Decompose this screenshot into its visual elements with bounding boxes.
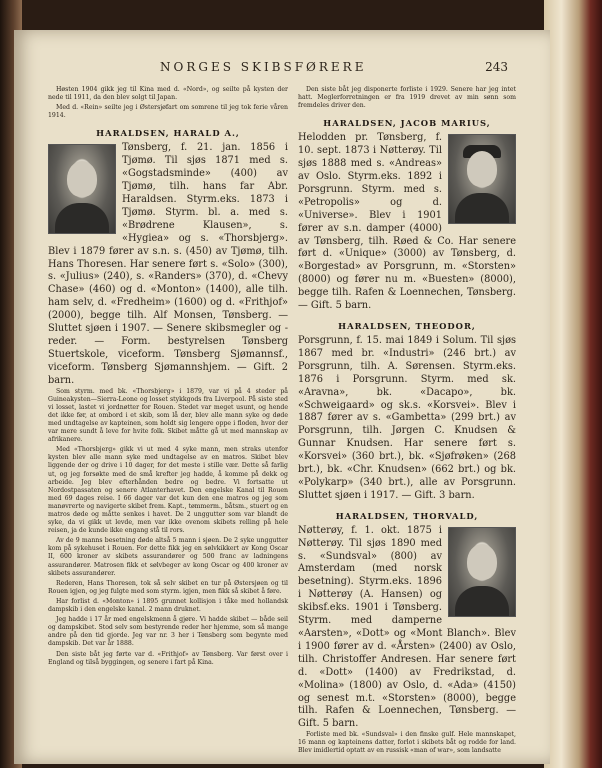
entry-bio-jacob: Helodden pr. Tønsberg, f. 10. sept. 1873 i Nøtterøy. Til sjøs 1888 med s. «Andreas» av Oslo. Styrm.eks. 1892 i Porsgrunn. Styrm. med s. «Petropolis» og d. «Universe». Blev i 1901 fører av s.n. damper (4000) av Tønsberg, tilh. Røed & Co. Har senere ført d. «Unique» (3000) av Tønsberg, d. «Borgestad» av Porsgrunn, m. «Storsten» (8000) og fører nu m. «Buesten» (8000), begge tilh. Rafen & Loennechen, Tønsberg. — Gift. 5 barn. bbox=[298, 132, 516, 312]
book-page-edges bbox=[544, 0, 602, 768]
note-harald-6: Jeg hadde i 17 år med engelskmenn å gjøre. Vi hadde skibet — både seil og dampskibet. Stod selv som bestyrende reder her hjemme, som så mange andre på den tid gjorde. Jeg var nr. 3 her i Tønsberg som begynte med dampskib. Det var år 1888. bbox=[48, 616, 288, 648]
running-header bbox=[14, 60, 550, 74]
entry-heading-jacob: HARALDSEN, JACOB MARIUS, bbox=[323, 118, 491, 129]
note-harald-5: Har forlist d. «Monton» i 1895 grunnet kollisjon i tåke med hollandsk dampskib i den engelske kanal. 2 mann druknet. bbox=[48, 597, 288, 614]
entry-bio-theodor: Porsgrunn, f. 15. mai 1849 i Solum. Til sjøs 1867 med br. «Industri» (246 brt.) av Porsgrunn, tilh. A. Sørensen. Styrm.eks. 1876 i Porsgrunn. Styrm. med sk. «Aravna», bk. «Dacapo», bk. «Schweigaard» og sk.s. «Korsvei». Blev i 1887 fører av s. «Gambetta» (299 brt.) av Porsgrunn, tilh. Jørgen C. Knudsen & Gunnar Knudsen. Har senere ført s. «Korsvei» (360 brt.), bk. «Sjøfrøken» (268 brt.), bk. «Chr. Knudsen» (662 brt.) og bk. «Polykarp» (340 brt.), alle av Porsgrunn. Sluttet sjøen i 1917. — Gift. 3 barn. bbox=[298, 334, 516, 501]
left-column bbox=[48, 86, 288, 669]
entry-heading-harald: HARALDSEN, HARALD A., bbox=[96, 128, 240, 139]
entry-bio-harald: Tønsberg, f. 21. jan. 1856 i Tjømø. Til sjøs 1871 med s. «Gogstadsminde» (400) av Tjømø, tilh. hans far Abr. Haraldsen. Styrm.eks. 1873 i Tjømø. Styrm. bl. a. med s. «Brødrene Klausen», s. «Hygiea» og s. «Thorsbjerg». Blev i 1879 fører av s.n. s. (450) av Tjømø, tilh. Hans Thoresen. Har senere ført s. «Solo» (300), s. «Julius» (240), s. «Randers» (370), d. «Chevy Chase» (460) og d. «Monton» (1400), alle tilh. ham selv, d. «Fredheim» (1600) og d. «Frithjof» (2000), begge tilh. Alf Monsen, Tønsberg. — Sluttet sjøen i 1907. — Senere skibsmegler og -reder. — Form. bestyrelsen Tønsberg Stuertskole, viceform. Tønsberg Sjømannsf., viceform. Tønsberg Sjømannshjem. — Gift. 2 barn. bbox=[48, 142, 288, 386]
running-title: NORGES SKIBSFØRERE bbox=[160, 60, 367, 74]
intro-right: Den siste båt jeg disponerte forliste i 1929. Senere har jeg intet hatt. Meglerforretningen er fra 1919 drevet av min sønn som fremdeles driver den. bbox=[298, 86, 516, 110]
portrait-harald bbox=[48, 144, 116, 234]
note-harald-2: Med «Thorsbjerg» gikk vi ut med 4 syke mann, men straks utenfor kysten blev alle mann syke med undtagelse av en matros. Skibet blev liggende der og drive i 10 dager, for det meste i stille vær. Dette så farlig ut, og jeg forsøkte med de små krefter jeg hadde, å komme på dekk og arbeide. Jeg blev efterhånden bedre og bedre. Vi fortsatte ut Nordostpassaten og senere Atlanterhavet. Den engelske Kanal til Rouen med 69 dages reise. I 66 dager var det kun den ene matros og jeg som manøvrerte og navigerte skibet frem. Kapt., tømmerm., båtsm., stuert og en matros døde og måtte senkes i havet. De 2 unggutter som var blandt de syke, da vi gikk ut levde, men var ikke ovenom skibets relling på hele reisen, ja de kunde ikke engang stå til rors. bbox=[48, 446, 288, 535]
note-thorvald: Forliste med bk. «Sundsval» i den finske gulf. Hele mannskapet, 16 mann og kapteinens datter, forlot i skibets båt og rodde for land. Blev imidlertid optatt av en russisk «man of war», som landsatte bbox=[298, 731, 516, 755]
right-column bbox=[298, 86, 516, 758]
note-harald-3: Av de 9 manns besetning døde altså 5 mann i sjøen. De 2 syke unggutter kom på sykehuset i Rouen. For dette fikk jeg en sølvkikkert av Kong Oscar II, 600 kroner av skibets assurandører og 500 franc av ladningens assurandører. Matrosen fikk et sølvbeger av kong Oscar og 400 kroner av skibets assurandører. bbox=[48, 537, 288, 577]
intro-paragraph-1: Høsten 1904 gikk jeg til Kina med d. «Nord», og seilte på kysten der nede til 1911, da den blev solgt til Japan. bbox=[48, 86, 288, 102]
book-page bbox=[14, 30, 550, 764]
note-harald-4: Rederen, Hans Thoresen, tok så selv skibet en tur på Østersjøen og til Rouen igjen, og jeg fulgte med som styrm. igjen, men fikk så skibet å føre. bbox=[48, 579, 288, 595]
entry-heading-theodor: HARALDSEN, THEODOR, bbox=[338, 320, 476, 331]
portrait-thorvald bbox=[448, 527, 516, 617]
entry-bio-thorvald: Nøtterøy, f. 1. okt. 1875 i Nøtterøy. Til sjøs 1890 med s. «Sundsval» (800) av Amsterdam (med norsk besetning). Styrm.eks. 1896 i Nøtterøy (A. Hansen) og skibsf.eks. 1901 i Tønsberg. Styrm. med damperne «Aarsten», «Dott» og «Mont Blanch». Blev i 1900 fører av d. «Årsten» (2400) av Oslo, tilh. Christoffer Andresen. Har senere ført d. «Dott» (1400) av Fredrikstad, d. «Molina» (1800) av Oslo, d. «Ada» (4150) og senest m.t. «Storsten» (8000), begge tilh. Rafen & Loennechen, Tønsberg. — Gift. 5 barn. bbox=[298, 524, 516, 730]
intro-paragraph-2: Med d. «Rein» seilte jeg i Østersjøfart om somrene til jeg tok ferie våren 1914. bbox=[48, 104, 288, 120]
note-harald-1: Som styrm. med bk. «Thorsbjerg» i 1879, var vi på 4 steder på Guineakysten—Sierra-Leone og losset stykkgods fra Liverpool. På siste sted vi losset, lastet vi jordnøtter for Rouen. Stedet var meget usunt, og hende det ikke før, at ombord i et skib, som lå der, blev alle mann syke og døde med undtagelse av kapteinen, som holdt sig lengere oppe i floden, hvor der var mere sundt å leve for hvite folk. Skibet måtte gå ut med mannskap av afrikanere. bbox=[48, 387, 288, 444]
entry-heading-thorvald: HARALDSEN, THORVALD, bbox=[335, 510, 479, 521]
portrait-jacob bbox=[448, 134, 516, 224]
note-harald-7: Den siste båt jeg førte var d. «Frithjof» av Tønsberg. Var først over i England og tilså byggingen, og senere i fart på Kina. bbox=[48, 650, 288, 666]
page-number: 243 bbox=[485, 60, 508, 74]
